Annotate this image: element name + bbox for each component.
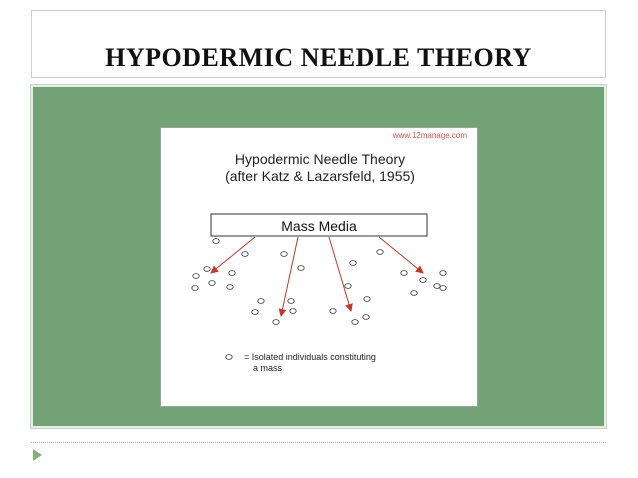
individual-circle: [281, 252, 287, 257]
individual-circle: [193, 274, 199, 279]
individual-circle: [377, 250, 383, 255]
individual-circle: [350, 261, 356, 266]
individual-circle: [352, 320, 358, 325]
legend-text-line1: = Isolated individuals constituting: [244, 352, 376, 362]
individual-circle: [330, 309, 336, 314]
footer-divider: [31, 442, 606, 443]
individual-circle: [420, 278, 426, 283]
individual-circle: [273, 320, 279, 325]
individual-circle: [345, 284, 351, 289]
title-box: [31, 10, 606, 78]
arrow-3: [329, 237, 351, 311]
individual-circle: [213, 239, 219, 244]
individual-circle: [440, 271, 446, 276]
legend-text-line2: a mass: [253, 363, 283, 373]
individual-circle: [252, 310, 258, 315]
individual-circle: [434, 284, 440, 289]
bullet-arrow-icon: [33, 449, 42, 461]
individual-circle: [440, 286, 446, 291]
individual-circle: [209, 281, 215, 286]
legend-circle: [226, 355, 232, 360]
arrow-2: [281, 237, 298, 316]
influence-arrows: [211, 237, 423, 316]
diagram-heading-line2: (after Katz & Lazarsfeld, 1955): [225, 168, 415, 184]
individual-circle: [288, 299, 294, 304]
individual-circles: [192, 239, 446, 325]
diagram-canvas: [161, 128, 479, 408]
individual-circle: [363, 315, 369, 320]
individual-circle: [204, 267, 210, 272]
individual-circle: [192, 286, 198, 291]
individual-circle: [229, 271, 235, 276]
individual-circle: [258, 299, 264, 304]
individual-circle: [298, 266, 304, 271]
individual-circle: [290, 309, 296, 314]
arrow-4: [379, 237, 423, 273]
mass-media-label: Mass Media: [281, 218, 357, 234]
hypodermic-needle-diagram: [160, 127, 478, 407]
individual-circle: [364, 297, 370, 302]
individual-circle: [227, 285, 233, 290]
watermark-text: www.12manage.com: [392, 131, 467, 140]
slide-title: HYPODERMIC NEEDLE THEORY: [105, 43, 532, 72]
individual-circle: [242, 252, 248, 257]
individual-circle: [411, 291, 417, 296]
diagram-heading-line1: Hypodermic Needle Theory: [234, 151, 406, 167]
individual-circle: [401, 271, 407, 276]
